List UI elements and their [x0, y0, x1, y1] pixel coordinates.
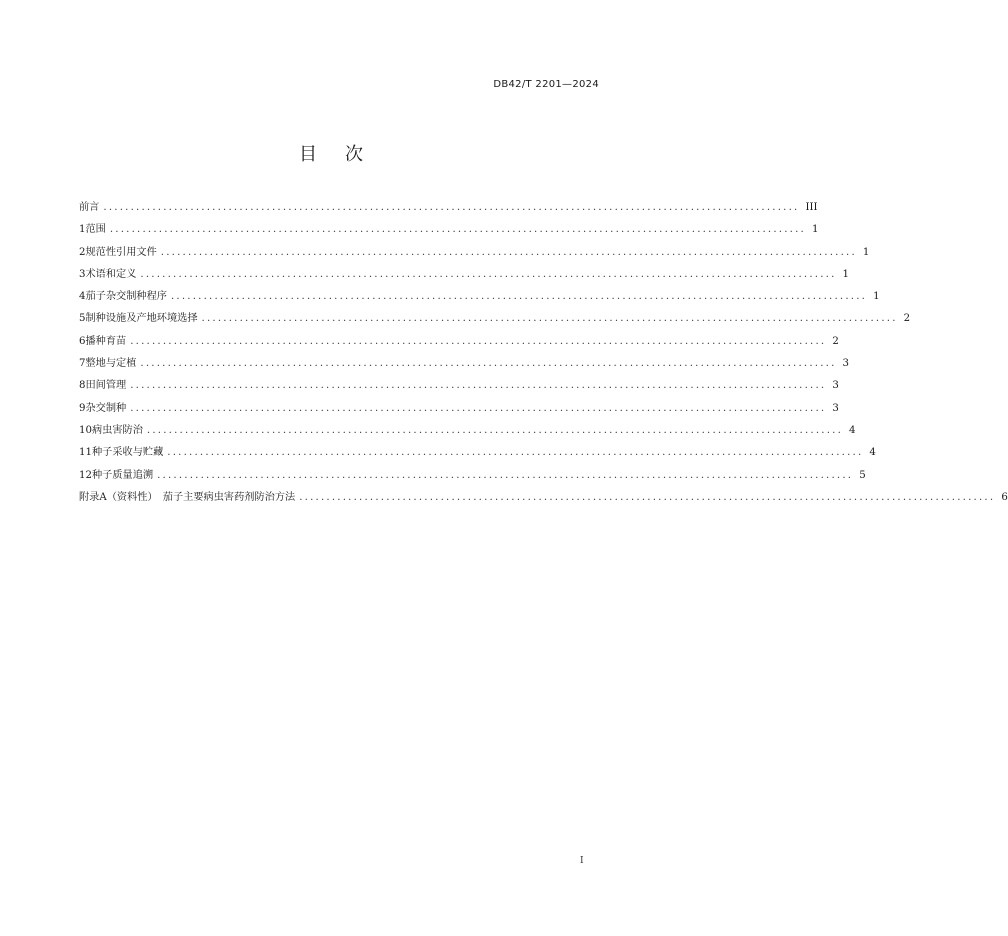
toc-leader-dots: ................................................................................................................................ — [130, 380, 827, 392]
toc-entry-page: 3 — [832, 380, 839, 392]
toc-entry-8[interactable] — [79, 378, 839, 400]
toc-entry-page: III — [805, 202, 818, 213]
toc-entry-label: 杂交制种 — [85, 402, 127, 414]
toc-title-part2: 次 — [345, 144, 363, 165]
toc-entry-label: 播种育苗 — [85, 335, 127, 347]
toc-entry-label: 附录A（资料性） 茄子主要病虫害药剂防治方法 — [79, 491, 296, 503]
toc-title — [0, 140, 662, 166]
toc-entry-number: 4 — [79, 291, 86, 303]
toc-entry-label: 规范性引用文件 — [85, 246, 157, 258]
toc-entry-page: 6 — [1001, 491, 1008, 503]
toc-entry-number: 12 — [79, 469, 92, 481]
toc-entry-number: 1 — [79, 224, 86, 236]
toc-entry-label: 范围 — [85, 224, 106, 236]
toc-entry-page: 3 — [842, 358, 850, 370]
toc-leader-dots: ................................................................................................................................ — [130, 402, 827, 414]
toc-entry-7[interactable] — [79, 356, 850, 378]
toc-leader-dots: ................................................................................................................................ — [146, 424, 844, 436]
toc-entry-page: 3 — [832, 402, 839, 414]
toc-entry-page: 1 — [873, 291, 880, 303]
toc-entry-label: 种子采收与贮藏 — [91, 447, 164, 459]
toc-entry-page: 1 — [842, 268, 850, 280]
toc-entry-number: 5 — [79, 313, 86, 325]
toc-entry-9[interactable] — [79, 401, 839, 423]
toc-leader-dots: ................................................................................................................................ — [170, 291, 868, 303]
toc-entry-label: 茄子杂交制种程序 — [85, 291, 167, 303]
toc-entry-number: 7 — [79, 358, 86, 370]
toc-entry-3[interactable] — [79, 267, 850, 289]
toc-entry-label: 整地与定植 — [85, 358, 137, 370]
toc-entry-12[interactable] — [79, 468, 866, 490]
toc-entry-page: 4 — [849, 424, 856, 436]
table-of-contents — [79, 200, 1008, 512]
toc-entry-6[interactable] — [79, 334, 839, 356]
toc-entry-label: 病虫害防治 — [91, 424, 143, 436]
toc-entry-page: 5 — [859, 469, 866, 481]
toc-entry-1[interactable] — [79, 222, 819, 244]
toc-leader-dots: ................................................................................................................................ — [140, 358, 837, 370]
toc-leader-dots: ................................................................................................................................ — [140, 268, 837, 280]
toc-entry-page: 1 — [862, 246, 870, 258]
document-code: DB42/T 2201—2024 — [493, 79, 599, 90]
toc-entry-number: 2 — [79, 246, 86, 258]
toc-entry-label: 前言 — [79, 202, 100, 213]
toc-entry-11[interactable] — [79, 445, 876, 467]
toc-entry-number: 8 — [79, 380, 86, 392]
toc-entry-number: 11 — [79, 447, 92, 459]
toc-entry-number: 6 — [79, 335, 86, 347]
toc-leader-dots: ................................................................................................................................ — [109, 224, 806, 236]
toc-leader-dots: ................................................................................................................................ — [201, 313, 898, 325]
toc-entry-annex-a[interactable] — [79, 490, 1008, 512]
toc-leader-dots: ................................................................................................................................ — [299, 491, 996, 503]
toc-leader-dots: ................................................................................................................................ — [167, 447, 864, 459]
toc-entry-4[interactable] — [79, 289, 880, 311]
toc-entry-foreword[interactable] — [79, 200, 818, 222]
toc-title-part1: 目 — [299, 144, 317, 165]
toc-entry-page: 1 — [811, 224, 819, 236]
toc-entry-page: 2 — [832, 335, 839, 347]
toc-entry-number: 9 — [79, 402, 86, 414]
toc-entry-10[interactable] — [79, 423, 856, 445]
toc-entry-label: 种子质量追溯 — [91, 469, 154, 481]
toc-entry-label: 田间管理 — [85, 380, 127, 392]
toc-entry-number: 3 — [79, 268, 86, 280]
toc-leader-dots: ................................................................................................................................ — [160, 246, 857, 258]
toc-entry-page: 4 — [869, 447, 876, 459]
toc-entry-5[interactable] — [79, 311, 911, 333]
toc-entry-number: 10 — [79, 424, 92, 436]
toc-entry-label: 术语和定义 — [85, 268, 137, 280]
toc-entry-label: 制种设施及产地环境选择 — [85, 313, 198, 325]
toc-leader-dots: ................................................................................................................................ — [103, 202, 800, 213]
page-number: I — [580, 856, 584, 866]
toc-entry-2[interactable] — [79, 245, 870, 267]
toc-entry-page: 2 — [903, 313, 911, 325]
toc-leader-dots: ................................................................................................................................ — [130, 335, 827, 347]
toc-leader-dots: ................................................................................................................................ — [157, 469, 854, 481]
